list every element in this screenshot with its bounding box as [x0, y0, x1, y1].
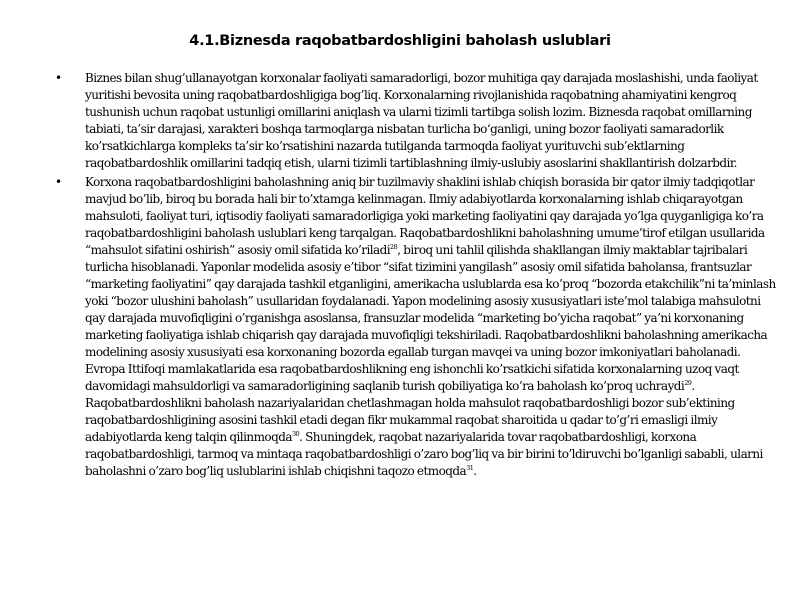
bullet-item-1: [55, 70, 780, 172]
bullet-icon: •: [55, 175, 63, 189]
paragraph-text: Biznes bilan shug’ullanayotgan korxonalar faoliyati samaradorligi, bozor muhitiga qay darajada moslashishi, unda faoliyat yuritishi bevosita uning raqobatbardoshligiga bog’liq. Korxonalarning rivojlanishida raqobatning ahamiyatini kengroq tushunish uchun raqobat ustunligi omillarini aniqlash va ularni tizimli tartibga solish lozim. Biznesda raqobat omillarning tabiati, ta’sir darajasi, xarakteri boshqa tarmoqlarga nisbatan turlicha bo‘ganligi, uning bozor faoliyati samaradorlik ko’rsatkichlarga kompleks ta’sir ko’rsatishini nazarda tutilganda tarmoqda faoliyat yurituvchi sub’ektlarning raqobatbardoshlik omillarini tadqiq etish, ularni tizimli tartiblashning ilmiy-uslubiy asoslarini shakllantirish dolzarbdir.: [85, 71, 758, 170]
footnote-ref-29[interactable]: 29: [684, 379, 692, 387]
paragraph-text: Korxona raqobatbardoshligini baholashning aniq bir tuzilmaviy shaklini ishlab chiqish borasida bir qator ilmiy tadqiqotlar mavjud bo’lib, biroq bu borada hali bir to’xtamga kelinmagan. Ilmiy adabiyotlarda korxonalarning ishlab chiqarayotgan mahsuloti, faoliyat turi, iqtisodiy faoliyati samaradorligiga yoki marketing faoliyatini qay darajada yo’lga quyganligiga ko’ra raqobatbardoshligini baholash uslublari keng tarqalgan. Raqobatbardoshlikni baholashning umume’tirof etilgan usullarida “mahsulot sifatini oshirish” asosiy omil sifatida ko’riladi: [85, 175, 765, 257]
bullet-paragraph-2: [85, 174, 780, 480]
bullet-paragraph-1: [85, 70, 780, 172]
paragraph-text: .: [473, 464, 477, 478]
bullet-item-2: [55, 174, 780, 480]
paragraph-text: , biroq uni tahlil qilishda shakllangan ilmiy maktablar tajribalari turlicha hisoblanadi. Yaponlar modelida asosiy e’tibor “sifat tizimini yangilash” asosiy omil sifatida baholansa, frantsuzlar “marketing faoliyatini” qay darajada tashkil etganligini, amerikacha uslublarda esa ko’proq “bozorda etakchilik”ni ta’minlash yoki “bozor ulushini baholash” usullaridan foydalanadi. Yapon modelining asosiy xususiyatlari iste’mol talabiga mahsulotni qay darajada muvofiqligini o’rganishga asoslansa, fransuzlar modelida “marketing bo’yicha raqobat” ya’ni korxonaning marketing faoliyatiga ishlab chiqarish qay darajada muvofiqligi tekshiriladi. Raqobatbardoshlikni baholashning amerikacha modelining asosiy xususiyati esa korxonaning bozorda egallab turgan mavqei va uning bozor imkoniyatlari baholanadi. Evropa Ittifoqi mamlakatlarida esa raqobatbardoshlikning eng ishonchli ko’rsatkichi sifatida korxonalarning uzoq vaqt davomidagi mahsuldorligi va samaradorligining saqlanib turish qobiliyatiga ko’ra baholash ko’proq uchraydi: [85, 243, 776, 393]
bullet-list: [55, 70, 780, 482]
paragraph-text: . Raqobatbardoshlikni baholash nazariyalaridan chetlashmagan holda mahsulot raqobatbardoshligi bozor sub’ektining raqobatbardoshligining asosini tashkil etadi degan fikr mukammal raqobat sharoitida u qadar to’g’ri emasligi ilmiy adabiyotlarda keng talqin qilinmoqda: [85, 379, 735, 444]
paragraph-text: . Shuningdek, raqobat nazariyalarida tovar raqobatbardoshligi, korxona raqobatbardoshligi, tarmoq va mintaqa raqobatbardoshligi o’zaro bog’liq va bir birini to’ldiruvchi bo’lganligi sababli, ularni baholashni o’zaro bog’liq uslublarini ishlab chiqishni taqozo etmoqda: [85, 430, 763, 478]
footnote-ref-31[interactable]: 31: [466, 464, 474, 472]
footnote-ref-30[interactable]: 30: [291, 430, 300, 438]
bullet-icon: •: [55, 71, 63, 85]
footnote-ref-28[interactable]: 28: [390, 243, 398, 251]
slide-title: 4.1.Biznesda raqobatbardoshligini baholash uslublari: [189, 33, 611, 49]
